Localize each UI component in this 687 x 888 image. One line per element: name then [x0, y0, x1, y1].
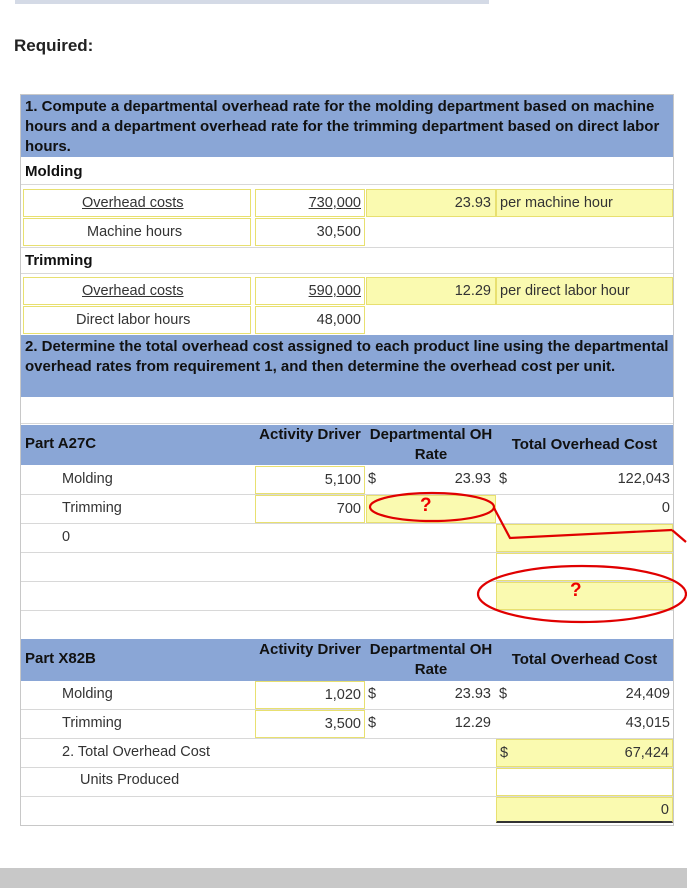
molding-rate-input[interactable]: 23.93 [366, 189, 496, 217]
divider [21, 423, 673, 424]
required-heading: Required: [14, 36, 94, 55]
part-a-molding-rate-currency: $ [368, 471, 377, 487]
part-b-trimming-total: 43,015 [625, 715, 670, 731]
part-b-col-activity-driver: Activity Driver [259, 641, 361, 658]
units-produced-input[interactable] [496, 768, 673, 796]
trimming-rate-unit: per direct labor hour [500, 283, 630, 299]
direct-labor-hours-input[interactable]: 48,000 [255, 306, 365, 334]
part-b-molding-total-currency: $ [499, 686, 508, 702]
part-a-trimming-driver-input[interactable]: 700 [255, 495, 365, 523]
trimming-rate-input[interactable]: 12.29 [366, 277, 496, 305]
part-b-molding-rate-currency: $ [368, 686, 377, 702]
part-a-trimming-total: 0 [661, 500, 670, 516]
bottom-bar [0, 868, 687, 888]
part-b-molding-driver-input[interactable]: 1,020 [255, 681, 365, 709]
machine-hours-label-cell [23, 218, 251, 246]
part-a-row4-total-input[interactable] [496, 553, 673, 581]
annotation-arrow-tail [672, 530, 686, 542]
per-unit-question-mark: ? [570, 580, 582, 601]
req1-header: 1. Compute a departmental overhead rate for the molding department based on machine hours and a department overhead rate for the trimming department based on direct labor hours. [21, 95, 673, 157]
molding-overhead-label[interactable]: Overhead costs [82, 195, 184, 211]
part-a-molding-total-currency: $ [499, 471, 508, 487]
part-b-molding-label: Molding [62, 686, 113, 702]
part-b-col-dept-rate: Departmental OH Rate [369, 641, 493, 678]
part-b-col-total-overhead: Total Overhead Cost [511, 651, 658, 668]
molding-section-label: Molding [25, 163, 83, 180]
divider [21, 273, 673, 274]
divider [21, 247, 673, 248]
trimming-section-label: Trimming [25, 252, 93, 269]
part-a-col-activity-driver: Activity Driver [259, 426, 361, 443]
divider [21, 610, 673, 611]
part-b-total-input[interactable]: $ 67,424 [496, 739, 673, 767]
molding-overhead-label-cell [23, 189, 251, 217]
part-b-total-currency: $ [500, 745, 509, 761]
req2-header: 2. Determine the total overhead cost assigned to each product line using the departmental overhead rates from requirement 1, and then determine the overhead cost per unit. [21, 335, 673, 397]
trimming-overhead-label[interactable]: Overhead costs [82, 283, 184, 299]
part-b-total-label: 2. Total Overhead Cost [62, 744, 211, 760]
top-divider [15, 0, 489, 4]
part-b-molding-total: 24,409 [625, 686, 670, 702]
part-b-molding-rate: 23.93 [454, 686, 491, 702]
direct-labor-hours-label: Direct labor hours [76, 312, 191, 328]
part-a-col-total-overhead: Total Overhead Cost [511, 436, 658, 453]
direct-labor-hours-label-cell [23, 306, 251, 334]
trimming-rate-question-mark: ? [420, 495, 432, 516]
part-b-per-unit-input[interactable]: 0 [496, 797, 673, 823]
part-a-molding-label: Molding [62, 471, 113, 487]
trimming-overhead-input[interactable]: 590,000 [255, 277, 365, 305]
worksheet [20, 94, 674, 826]
part-a-per-unit-input[interactable] [496, 582, 673, 610]
part-a-name: Part A27C [25, 435, 97, 452]
part-a-col-dept-rate: Departmental OH Rate [369, 426, 493, 463]
trimming-rate-unit-cell [496, 277, 673, 305]
machine-hours-input[interactable]: 30,500 [255, 218, 365, 246]
part-a-row3-total-input[interactable] [496, 524, 673, 552]
part-a-row3-label: 0 [62, 529, 71, 545]
part-a-molding-driver-input[interactable]: 5,100 [255, 466, 365, 494]
part-a-molding-rate: 23.93 [454, 471, 491, 487]
machine-hours-label: Machine hours [87, 224, 183, 240]
units-produced-label: Units Produced [80, 772, 180, 788]
part-b-name: Part X82B [25, 650, 96, 667]
trimming-overhead-label-cell [23, 277, 251, 305]
molding-rate-unit-cell [496, 189, 673, 217]
molding-rate-unit: per machine hour [500, 195, 613, 211]
part-b-trimming-rate: 12.29 [454, 715, 491, 731]
part-b-trimming-label: Trimming [62, 715, 122, 731]
molding-overhead-input[interactable]: 730,000 [255, 189, 365, 217]
part-b-trimming-rate-currency: $ [368, 715, 377, 731]
part-b-trimming-driver-input[interactable]: 3,500 [255, 710, 365, 738]
part-a-trimming-label: Trimming [62, 500, 122, 516]
divider [21, 184, 673, 185]
part-a-molding-total: 122,043 [617, 471, 670, 487]
